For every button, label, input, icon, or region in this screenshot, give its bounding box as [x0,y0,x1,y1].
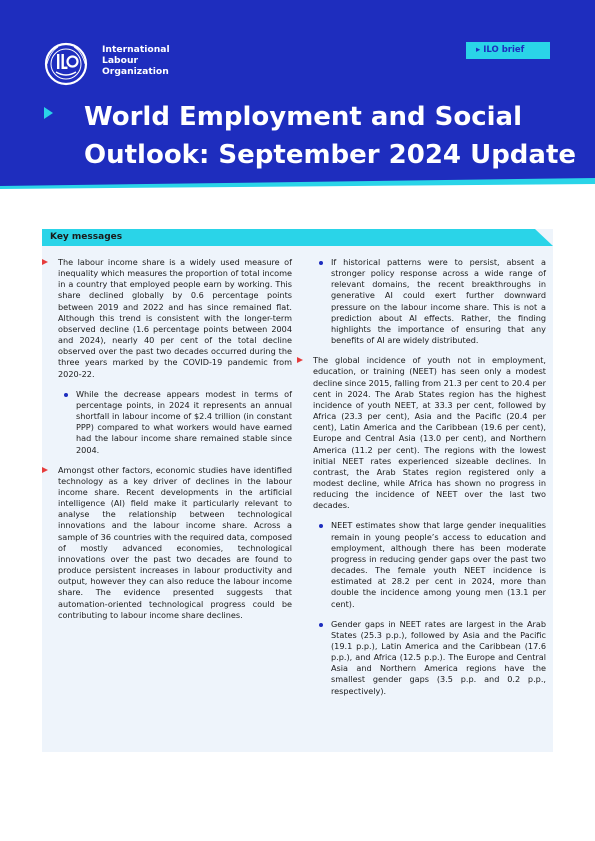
ilo-logo [44,42,88,86]
key-messages-label: Key messages [50,232,123,242]
bullet-item [58,257,292,380]
bullet-triangle-icon [42,467,48,473]
brief-tag-arrow-icon: ▸ [476,45,481,55]
key-messages-left-column [58,257,292,630]
bullet-triangle-icon [297,357,303,363]
ilo-brief-tag [466,42,550,59]
header-banner [0,0,595,195]
bullet-text: Gender gaps in NEET rates are largest in the Arab States (25.3 p.p.), followed by Asia and the Pacific (19.1 p.p.), Latin America and the Caribbean (17.6 p.p.), and Africa (12.5 p.p.). The Europe and Central Asia and Northern America regions have the smallest gender gaps (3.5 p.p. and 0.2 p.p., respectively). [331,618,546,696]
bullet-item [313,355,546,511]
page-title [84,98,584,174]
bullet-triangle-icon [42,259,48,265]
title-line-1: World Employment and Social [84,102,523,132]
brief-tag-label: ILO brief [483,45,525,55]
org-line-3: Organization [102,66,169,77]
bullet-dot-icon [319,524,323,528]
bullet-dot-icon [64,393,68,397]
organization-name [102,44,170,77]
org-line-2: Labour [102,55,139,66]
org-line-1: International [102,44,170,55]
bullet-text: While the decrease appears modest in terms of percentage points, in 2024 it represents an annual shortfall in labour income of $2.4 trillion (in constant PPP) compared to what workers would have earned had the labour income share remained stable since 2004. [76,388,292,455]
title-line-2: Outlook: September 2024 Update [84,140,577,170]
key-messages-right-column [313,257,546,706]
sub-bullet-item [313,619,546,697]
sub-bullet-item [313,520,546,609]
bullet-dot-icon [319,261,323,265]
sub-bullet-item [58,389,292,456]
bullet-text: NEET estimates show that large gender inequalities remain in young people’s access to education and employment, although there has been moderate progress in reducing gender gaps over the past two decades. The female youth NEET incidence is estimated at 28.2 per cent in 2024, more than double the incidence among young men (13.1 per cent). [331,520,546,609]
sub-bullet-item [313,257,546,346]
bullet-text: The global incidence of youth not in employment, education, or training (NEET) has seen only a modest decline since 2015, falling from 21.3 per cent to 20.4 per cent in 2024. The Arab States region has the highest incidence of youth NEET, at 33.3 per cent, followed by Africa (23.3 per cent), Asia and the Pacific (20.4 per cent), Latin America and the Caribbean (19.6 per cent), Europe and Central Asia (13.0 per cent), and Northern America (11.2 per cent). The regions with the lowest initial NEET rates experienced sizeable declines. In contrast, the Arab States region registered only a modest decline, while Africa has shown no progress in reducing the incidence of NEET over the last two decades. [313,355,546,511]
bullet-text: Amongst other factors, economic studies have identified technology as a key driver of declines in the labour income share. Recent developments in the artificial intelligence (AI) field make it particularly relevant to analyse the relationship between technological innovations and the labour income share. Across a sample of 36 countries with the required data, composed of mostly advanced economies, technological innovations over the past two decades are found to produce persistent increases in labour productivity and output, however they can also reduce the labour income share. The evidence presented suggests that automation-oriented technological progress could be contributing to labour income share declines. [58,464,292,620]
bullet-text: If historical patterns were to persist, absent a stronger policy response across a wide range of relevant domains, the recent breakthroughs in generative AI could exert further downward pressure on the labour income share. This is not a prediction about AI effects. Rather, the finding highlights the importance of ensuring that any benefits of AI are widely distributed. [331,257,546,346]
title-arrow-icon [44,107,53,119]
bullet-item [58,465,292,621]
bullet-text: The labour income share is a widely used measure of inequality which measures the proportion of total income in a country that employed people earn by working. This share declined globally by 0.6 percentage points between 2019 and 2022 and has since remained flat. Although this trend is consistent with the longer-term observed decline (1.6 percentage points between 2004 and 2024), nearly 40 per cent of the total decline observed over the past two decades occurred during the three years marked by the COVID-19 pandemic from 2020-22. [58,257,292,379]
bullet-dot-icon [319,623,323,627]
